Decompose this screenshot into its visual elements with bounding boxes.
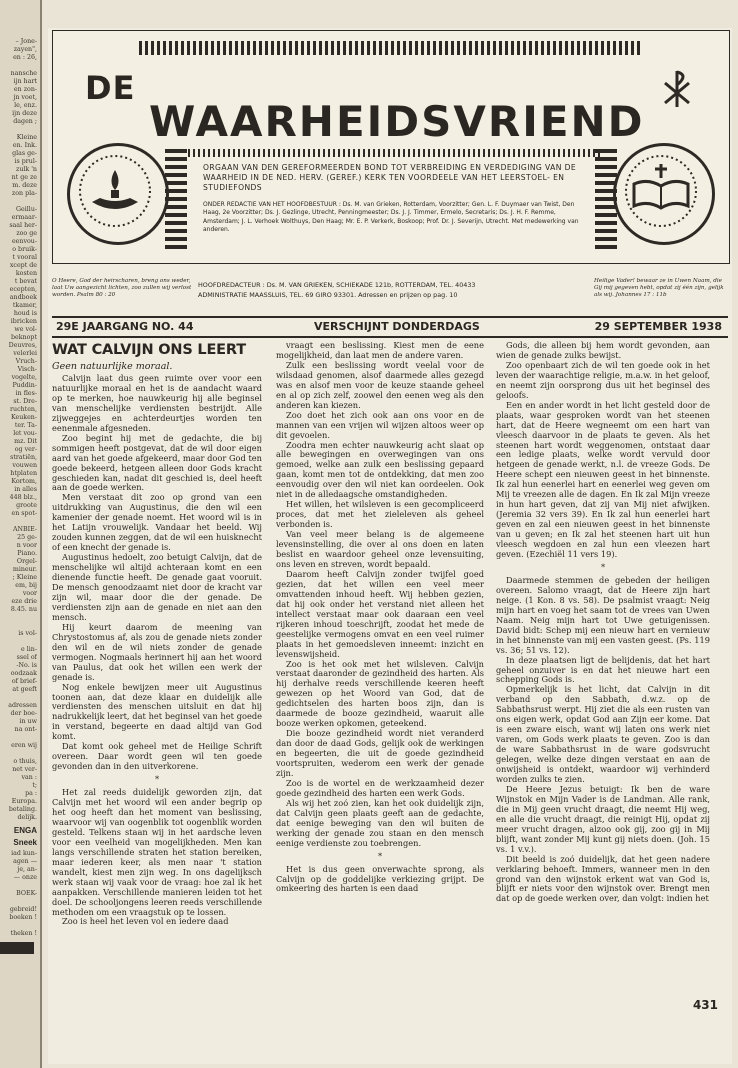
paragraph: Als wij het zoó zien, kan het ook duidelijk zijn, dat Calvijn geen plaats geeft aan de gedachte, dat eenige beweging van den wil buiten de werking der genade zou staan en den mensch eenige verdienste zou toebrengen. xyxy=(276,797,484,848)
gutter-line: der boe- xyxy=(10,710,37,717)
gutter-line: eze drie xyxy=(11,598,37,605)
gutter-line: ; Kleine xyxy=(12,574,37,581)
issue-date: 29 SEPTEMBER 1938 xyxy=(594,320,722,333)
gutter-line: Piano. xyxy=(17,550,37,557)
paragraph: Een en ander wordt in het licht gesteld door de plaats, waar gesproken wordt van het steenen hart, dat de Heere wegneemt om een hart van vleesch daarvoor in de plaats te geven. Als het steenen hart wordt weggenomen, ontstaat daar een ledige plaats, welke wordt vervuld door hetgeen de genade werkt, n.l. de vreeze Gods. De Heere schept een nieuwen geest in het binnenste. Ik zal hun eenerlei hart en eenerlei weg geven om Mij te vreezen alle de dagen. En Ik zal Mijn vreeze in hun hart geven, dat zij van Mij niet afwijken. (Jeremia 32 vers 39). En Ik zal hun eenerlei hart geven en zal een nieuwen geest in het binnenste van u geven; en Ik zal het steenen hart uit hun vleesch wegdoen en zal hun een vleezen hart geven. (Ezechiël 11 vers 19). xyxy=(496,399,710,560)
paragraph: Zoo is het ook met het wilsleven. Calvijn verstaat daaronder de gezindheid des harten. Als hij derhalve reeds verschillende keeren heeft gewezen op het Woord van God, dat de gedichtselen des harten boos zijn, dan is daarmede de booze gezindheid, waaruit alle booze werken opkomen, geteekend. xyxy=(276,658,484,729)
editorial-board: ONDER REDACTIE VAN HET HOOFDBESTUUR : Ds. M. van Grieken, Rotterdam, Voorzitter; Gen. L. F. Duymaer van Twist, Den Haag, 2e Voorzitter; Ds. J. Gezlinge, Utrecht, Penningmeester; Ds. J. J. Timmer, Ermelo, Secretaris; Ds. J. H. F. Remme, Amsterdam; J. L. Verhoek Wolthuys, Den Haag; Mr. E. P. Verkerk, Boskoop; Prof. Dr. J. Severijn, Utrecht. Met medewerking van anderen. xyxy=(203,201,579,234)
gutter-line: Visch- xyxy=(17,366,37,373)
gutter-line: Vruch- xyxy=(15,358,37,365)
gutter-line: dagen ; xyxy=(13,118,37,125)
column-1-body xyxy=(52,374,262,927)
gutter-line: tkamer, xyxy=(12,302,37,309)
gutter-line: houd is xyxy=(13,310,37,317)
paragraph: Zoo doet het zich ook aan ons voor en de mannen van een vrijen wil wijzen altoos weer op dit gevoelen. xyxy=(276,409,484,440)
gutter-line: ecepten, xyxy=(9,286,37,293)
gutter-line: jn voet, xyxy=(13,94,37,101)
masthead xyxy=(52,30,730,264)
gutter-line: andboek xyxy=(9,294,37,301)
masthead-title: WAARHEIDSVRIEND xyxy=(149,97,645,146)
chief-editor: HOOFDREDACTEUR : Ds. M. VAN GRIEKEN, SCHIEKADE 121b, ROTTERDAM, TEL. 40433 xyxy=(198,281,476,289)
gutter-line: is vol- xyxy=(18,630,37,637)
decorative-bars-right xyxy=(595,149,617,249)
gutter-line: iad kun- xyxy=(11,850,37,857)
gutter-line: m. deze xyxy=(12,182,37,189)
gutter-line: ermaar- xyxy=(11,214,37,221)
gutter-line: e lin- xyxy=(21,646,37,653)
gutter-line: velerlei xyxy=(13,350,37,357)
gutter-line: nansche xyxy=(10,70,37,77)
article-column-2 xyxy=(276,341,484,894)
john-quote: Heilige Vader! bewaar ze in Uwen Naam, die Gij mij gegeven hebt, opdat zij één zijn, gelijk als wij. Johannes 17 : 11b xyxy=(594,278,724,298)
gutter-heading: ENGA xyxy=(13,826,37,835)
oil-lamp-emblem-icon xyxy=(67,143,169,245)
paragraph: In deze plaatsen ligt de belijdenis, dat het hart geheel onzuiver is en dat het nieuwe hart een schepping Gods is. xyxy=(496,654,710,685)
paragraph: Gods, die alleen bij hem wordt gevonden, aan wien de genade zulks bewijst. xyxy=(496,340,710,360)
decorative-bars-left xyxy=(165,149,187,249)
paragraph: Zulk een beslissing wordt veelal voor de wilsdaad genomen, alsof daarmede alles gezegd was en alsof men voor de keuze staande geheel en al op zich zelf, zoowel den eenen weg als den anderen kan kiezen. xyxy=(276,359,484,410)
article-subtitle: Geen natuurlijke moraal. xyxy=(52,361,173,372)
open-bible-emblem-icon xyxy=(613,143,715,245)
paragraph: * xyxy=(154,774,160,785)
paragraph: Het willen, het wilsleven is een gecompliceerd proces, dat met het zieleleven als geheel verbonden is. xyxy=(276,499,484,530)
gutter-line: ruchten, xyxy=(10,406,37,413)
gutter-line: ANBIE- xyxy=(12,526,37,533)
gutter-line: Puddin- xyxy=(12,382,37,389)
gutter-line: o bruik- xyxy=(12,246,37,253)
gutter-line: in uw xyxy=(19,718,37,725)
gutter-line: betaling. xyxy=(8,806,37,813)
gutter-line: Europa. xyxy=(11,798,37,805)
gutter-line: gebreid! xyxy=(9,906,37,913)
paragraph: Het zal reeds duidelijk geworden zijn, dat Calvijn met het woord wil een ander begrip op het oog heeft dan het moment van beslissing, waarvoor wij van oogenblik tot oogenblik worden gesteld. Telkens staan wij in het aardsche leven voor een veelheid van mogelijkheden. Men kan langs verschillende straten het station bereiken, maar iederen keer, als men naar 't station wandelt, kiest men zijn weg. In ons dagelijksch werk staan wij vaak voor de vraag: hoe zal ik het aanpakken. Verschillende manieren leiden tot het doel. De schooljongens leeren reeds verschillende methoden om een vraagstuk op te lossen. xyxy=(52,787,262,917)
gutter-line: zoo ge xyxy=(16,230,37,237)
paragraph: Zoo begint hij met de gedachte, die bij sommigen heeft postgevat, dat de wil door eigen aard van het goede afgekeerd, maar door God ten goede bekeerd, hetgeen alleen door Gods kracht geschieden kan, nadat dit geschied is, deel heeft aan de goede werken. xyxy=(52,432,262,493)
paragraph: Opmerkelijk is het licht, dat Calvijn in dit verband op den Sabbath, d.w.z. op de Sabbathsrust werpt. Hij ziet die als een rusten van ons eigen werk, opdat God aan Zijn eer kome. Dat is een zware eisch, want wij laten ons werk niet varen, om Gods werk plaats te geven. Zoo is dan de ware Sabbathsrust in de ware godsvrucht gelegen, welke deze dingen verstaat en aan de onwijsheid is ontdekt, waardoor wij verhinderd worden zulks te zien. xyxy=(496,684,710,784)
dateline xyxy=(52,316,728,338)
paragraph: Dit beeld is zoó duidelijk, dat het geen nadere verklaring behoeft. Immers, wanneer men in den grond van den wijnstok erkent wat van God is, blijft er niets voor den wijnstok over. Brengt men dat op de goede werken over, dan volgt: indien het xyxy=(496,853,710,904)
gutter-line: t; xyxy=(32,782,37,789)
gutter-line: stratiën, xyxy=(10,454,37,461)
paragraph: Nog enkele bewijzen meer uit Augustinus toonen aan, dat deze klaar en duidelijk alle verdiensten des menschen uitsluit en dat hij nadrukkelijk leert, dat het beginsel van het goede in verstand, begeerte en daad altijd van God komt. xyxy=(52,681,262,742)
paragraph: Zoo openbaart zich de wil ten goede ook in het leven der waarachtige religie, m.a.w. in het geloof, en neemt zijn oorsprong dus uit het beginsel des geloofs. xyxy=(496,359,710,400)
gutter-line: 448 blz., xyxy=(9,494,37,501)
gutter-line: em, bij xyxy=(15,582,37,589)
gutter-line: ter. Ta- xyxy=(14,422,37,429)
masthead-stripe-lower xyxy=(188,149,600,157)
gutter-line: oodzaak xyxy=(10,670,37,677)
gutter-line: in fles- xyxy=(15,390,37,397)
paragraph: Augustinus hedoelt, zoo betuigt Calvijn, dat de menschelijke wil altijd achteraan komt en een dienende functie heeft. De genade gaat vooruit. De mensch genoodzaamt niet door de kracht var zijn wil, maar door die der genade. De verdiensten zijn aan de genade en niet aan den mensch. xyxy=(52,552,262,622)
gutter-line: en. Ink. xyxy=(12,142,37,149)
gutter-line: agen — xyxy=(13,858,37,865)
chi-rho-icon xyxy=(657,69,697,109)
gutter-line: le, enz. xyxy=(14,102,37,109)
gutter-line: en : 26, xyxy=(13,54,37,61)
gutter-line: at geeft xyxy=(12,686,37,693)
editor-info xyxy=(198,280,598,300)
gutter-line: beknopt xyxy=(11,334,37,341)
gutter-line: Keuken- xyxy=(10,414,37,421)
paragraph: Die booze gezindheid wordt niet veranderd dan door de daad Gods, gelijk ook de werkingen en begeerten, die uit de goede gezindheid voortspruiten, wederom een werk der genade zijn. xyxy=(276,728,484,778)
article-column-1 xyxy=(52,341,262,927)
psalm-quote: O Heere, God der heirscharen, breng ons weder, laat Uw aangezicht lichten, zoo zullen wij verlost worden. Psalm 80 : 20 xyxy=(52,278,192,298)
gutter-line: 25 ge- xyxy=(17,534,37,541)
gutter-black-bar xyxy=(0,942,34,954)
masthead-stripe xyxy=(139,41,643,55)
gutter-line: htplaten xyxy=(10,470,37,477)
gutter-line: Deuvres, xyxy=(8,342,37,349)
gutter-line: t vooral xyxy=(12,254,37,261)
gutter-line: is prul- xyxy=(14,158,37,165)
gutter-line: t bevat xyxy=(14,278,37,285)
gutter-line: xcept de xyxy=(9,262,37,269)
paragraph: * xyxy=(377,850,383,861)
gutter-line: ssel of xyxy=(16,654,37,661)
organ-statement: ORGAAN VAN DEN GEREFORMEERDEN BOND TOT VERBREIDING EN VERDEDIGING VAN DE WAARHEID IN DE NED. HERV. (GEREF.) KERK TEN VOORDEELE VAN HET LEERSTOEL- EN STUDIEFONDS xyxy=(203,163,577,192)
paragraph: Men verstaat dit zoo op grond van een uitdrukking van Augustinus, die den wil een kamenier der genade noemt. Het woord wil is in het Latijn vrouwelijk. Vandaar het beeld. Wij zouden kunnen zeggen, dat de wil een huisknecht of een knecht der genade is. xyxy=(52,492,262,553)
gutter-line: eren wij xyxy=(11,742,37,749)
gutter-line: we vol- xyxy=(14,326,37,333)
publication-schedule: VERSCHIJNT DONDERDAGS xyxy=(314,320,480,333)
article-column-3 xyxy=(496,341,710,904)
gutter-line: eenvou- xyxy=(11,238,37,245)
left-page-gutter xyxy=(0,0,42,1068)
gutter-line: boeken ! xyxy=(9,914,37,921)
gutter-line: Orgel- xyxy=(16,558,37,565)
gutter-line: pa : xyxy=(25,790,37,797)
paragraph: Hij keurt daarom de meening van Chrystostomus af, als zou de genade niets zonder den wil en de wil niets zonder de genade vermogen. Nogmaals herinnert hij aan het woord van Paulus, dat ook het willen een werk der genade is. xyxy=(52,621,262,682)
gutter-line: let vou- xyxy=(13,430,37,437)
gutter-line: ijn deze xyxy=(12,110,37,117)
paragraph: Daarom heeft Calvijn zonder twijfel goed gezien, dat het willen een veel meer omvattenden inhoud heeft. Wij hebben gezien, dat hij ook onder het verstand niet alleen het intellect verstaat maar ook daaraan een veel rijkeren inhoud toeschrijft, zoodat het mede de geestelijke vermogens omvat en een veel ruimer plaats in het gemoedsleven inneemt: inzicht en levenswijsheid. xyxy=(276,568,484,659)
paragraph: vraagt een beslissing. Kiest men de eene mogelijkheid, dan laat men de andere varen. xyxy=(276,340,484,360)
gutter-line: vouwen xyxy=(12,462,37,469)
gutter-line: of brief- xyxy=(11,678,37,685)
paragraph: Van veel meer belang is de algemeene levensinstelling, die over al ons doen en laten beslist en waardoor geheel onze levensuiting, ons leven en streven, wordt bepaald. xyxy=(276,529,484,569)
gutter-line: og ver- xyxy=(14,446,37,453)
paragraph: Zoodra men echter nauwkeurig acht slaat op alle bewegingen en overwegingen van ons gemoed, welke aan zulk een beslissing gepaard gaan, komt men tot de ontdekking, dat men zoo eenvoudig over den wil niet kan oordeelen. Ook niet in de alledaagsche omstandigheden. xyxy=(276,439,484,500)
gutter-line: vogelte, xyxy=(11,374,37,381)
gutter-line: mz. Dit xyxy=(14,438,37,445)
article-title: WAT CALVIJN ONS LEERT xyxy=(52,342,246,358)
gutter-line: mineur. xyxy=(12,566,37,573)
gutter-line: glas ge- xyxy=(12,150,37,157)
gutter-line: -No. is xyxy=(16,662,37,669)
column-2-body xyxy=(276,341,484,894)
gutter-line: je, an- xyxy=(17,866,37,873)
gutter-line: zon pla- xyxy=(11,190,37,197)
gutter-line: nt ge ze xyxy=(11,174,37,181)
gutter-line: ibricken xyxy=(10,318,37,325)
gutter-line: — onze xyxy=(13,874,37,881)
gutter-line: 8.45. nu xyxy=(10,606,37,613)
gutter-line: Kleine xyxy=(16,134,37,141)
gutter-line: zulk 'n xyxy=(16,166,37,173)
gutter-line: – Jone- xyxy=(15,38,37,45)
gutter-line: BOEK- xyxy=(16,890,37,897)
masthead-de: DE xyxy=(85,69,136,107)
gutter-line: delijk. xyxy=(17,814,37,821)
paragraph: Calvijn laat dus geen ruimte over voor een natuurlijke moraal en het is de aandacht waard op te merken, hoe nauwkeurig hij alle beginsel van menschelijke verdiensten bestrijdt. Alle zijweggejes en achterdeurtjes worden ten eenenmale afgesneden. xyxy=(52,373,262,433)
paragraph: * xyxy=(600,561,606,572)
gutter-line: Kortom, xyxy=(11,478,37,485)
paragraph: Zoo is heel het leven vol en iedere daad xyxy=(62,916,229,927)
gutter-line: van : xyxy=(21,774,37,781)
gutter-line: voor xyxy=(22,590,37,597)
gutter-line: kosten xyxy=(15,270,37,277)
gutter-line: n voor xyxy=(16,542,37,549)
gutter-line: groote xyxy=(16,502,37,509)
page-number: 431 xyxy=(692,998,718,1012)
gutter-line: zayen", xyxy=(13,46,37,53)
gutter-line: saal her- xyxy=(9,222,37,229)
newspaper-page xyxy=(48,28,732,1064)
administration: ADMINISTRATIE MAASSLUIS, TEL. 69 GIRO 93301. Adressen en prijzen op pag. 10 xyxy=(198,291,458,299)
gutter-line: net ver- xyxy=(12,766,37,773)
gutter-line: ijn hart xyxy=(13,78,37,85)
paragraph: Daarmede stemmen de gebeden der heiligen overeen. Salomo vraagt, dat de Heere zijn hart neige. (1 Kon. 8 vs. 58). De psalmist vraagt: Neig mijn hart en voeg het saam tot de vrees van Uwen Naam. Neig mijn hart tot Uwe getuigenissen. David bidt: Schep mij een nieuw hart en vernieuw in het binnenste van mij een vasten geest. (Ps. 119 vs. 36; 51 vs. 12). xyxy=(496,574,710,655)
paragraph: Dat komt ook geheel met de Heilige Schrift overeen. Daar wordt geen wil ten goede gevonden dan in den uitverkorene. xyxy=(52,741,262,772)
paragraph: De Heere Jezus betuigt: Ik ben de ware Wijnstok en Mijn Vader is de Landman. Alle rank, die in Mij geen vrucht draagt, die neemt Hij weg, en alle die vrucht draagt, die reinigt Hij, opdat zij meer vrucht dragen, alzoo ook gij, zoo gij in Mij blijft, want zonder Mij kunt gij niets doen. (Joh. 15 vs. 1 v.v.). xyxy=(496,783,710,854)
column-3-body xyxy=(496,341,710,904)
gutter-line: in alles xyxy=(14,486,37,493)
gutter-line: Geillu- xyxy=(16,206,37,213)
gutter-heading: Sneek xyxy=(13,838,37,847)
gutter-line: en spot- xyxy=(11,510,37,517)
paragraph: Het is dus geen onverwachte sprong, als Calvijn op de goddelijke verkiezing grijpt. De omkeering des harten is een daad xyxy=(276,863,484,894)
gutter-line: st. Dre- xyxy=(13,398,37,405)
paragraph: Zoo is de wortel en de werkzaamheid dezer goede gezindheid des harten een werk Gods. xyxy=(276,777,484,798)
gutter-line: adressen xyxy=(8,702,37,709)
gutter-line: en zon- xyxy=(13,86,37,93)
gutter-line: o thuis, xyxy=(13,758,37,765)
gutter-line: na ont- xyxy=(14,726,37,733)
gutter-line: theken ! xyxy=(10,930,37,937)
volume-number: 29E JAARGANG NO. 44 xyxy=(56,320,194,333)
